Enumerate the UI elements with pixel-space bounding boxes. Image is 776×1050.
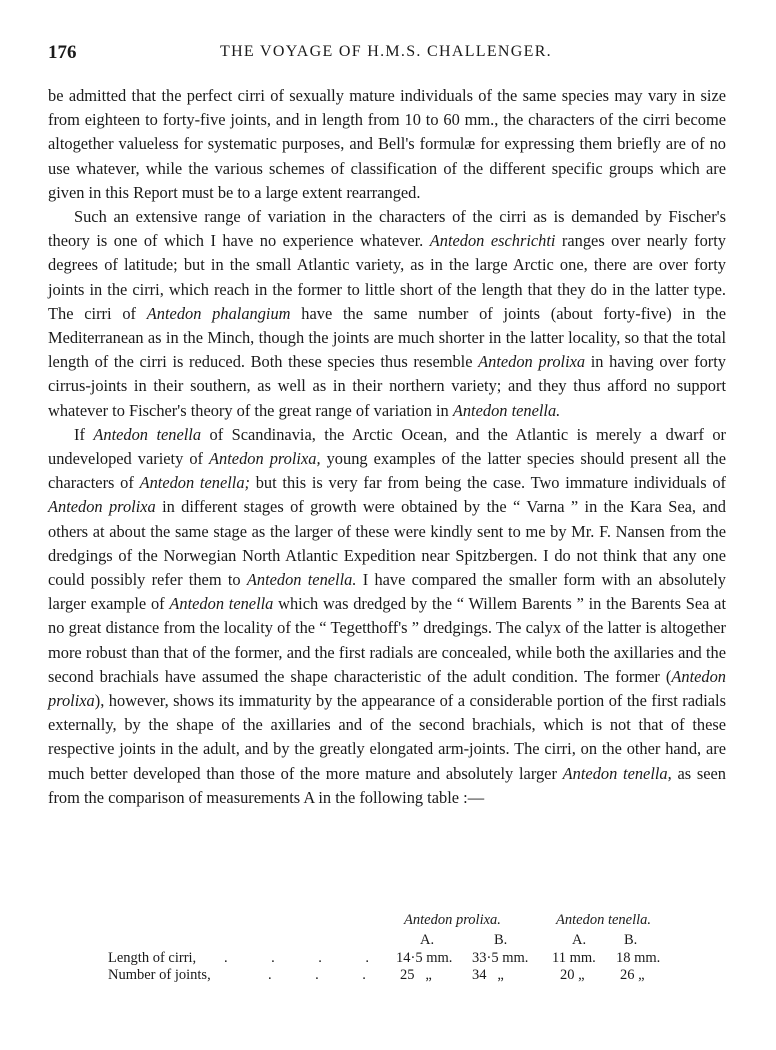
table-cell: 20 „ <box>560 967 585 983</box>
column-heading: B. <box>624 932 638 948</box>
text-run: If <box>74 424 94 444</box>
text-run: Such an extensive range of variation in the characters of the cirri as is demanded by Fischer's theory is one of which I have no experience whatever. <box>48 207 726 251</box>
table-cell: 11 mm. <box>552 950 596 966</box>
species-name: Antedon prolixa, <box>209 449 321 469</box>
text-run: young examples of the latter species should present all the characters of <box>48 449 727 493</box>
text-run: as seen from the comparison of measurements A in the following table :— <box>48 763 727 807</box>
text-run: but this is very far from being the case. Two immature individuals of <box>250 473 727 493</box>
row-label: Length of cirri, <box>108 950 197 966</box>
text-run: in different stages of growth were obtained by the “ Varna ” in the Kara Sea, and others at about the same stage as the larger of these were kindly sent to me by Mr. F. Nansen from the dredgings of the Norwegian North Atlantic Expedition near Spitzbergen. I do not think that any one could possibly refer them to <box>48 497 726 590</box>
table-cell: 33·5 mm. <box>472 950 529 966</box>
species-name: Antedon prolixa <box>48 666 726 711</box>
running-head: THE VOYAGE OF H.M.S. CHALLENGER. <box>220 43 552 60</box>
species-name: Antedon tenella. <box>452 400 561 420</box>
column-heading: B. <box>494 932 508 948</box>
species-name: Antedon tenella. <box>246 570 357 590</box>
text-run: ranges over nearly forty degrees of latitude; but in the small Atlantic variety, as in the large Arctic one, there are over forty joints in the cirri, which reach in the former to little short of the length that they do in the latter type. The cirri of <box>48 231 726 323</box>
leader-dots: . . . <box>268 967 366 983</box>
text-run: of Scandinavia, the Arctic Ocean, and the Atlantic is merely a dwarf or undeveloped variety of <box>48 424 727 469</box>
paragraph-3 <box>48 423 726 810</box>
species-name: Antedon phalangium <box>146 303 291 323</box>
table-cell: 25 „ <box>400 967 432 983</box>
species-name: Antedon eschrichti <box>429 231 556 251</box>
page-number: 176 <box>48 42 77 63</box>
group-heading-tenella: Antedon tenella. <box>556 912 652 928</box>
species-name: Antedon tenella; <box>139 473 250 493</box>
body-text <box>48 84 726 810</box>
species-name: Antedon prolixa <box>478 352 586 372</box>
text-run: have the same number of joints (about forty-five) in the Mediterranean as in the Minch, though the joints are much shorter in the latter locality, so that the total length of the cirri is reduced. Both these species thus resemble <box>48 303 726 372</box>
species-name: Antedon tenella <box>169 594 274 614</box>
species-name: Antedon tenella, <box>562 763 672 783</box>
row-label: Number of joints, <box>108 967 211 983</box>
table-cell: 34 „ <box>472 967 504 983</box>
measurements-table <box>108 912 708 992</box>
group-heading-prolixa: Antedon prolixa. <box>404 912 501 928</box>
paragraph-1 <box>48 84 726 205</box>
column-heading: A. <box>572 932 587 948</box>
column-heading: A. <box>420 932 435 948</box>
text-run: ), however, shows its immaturity by the appearance of a considerable portion of the first radials externally, by the shape of the axillaries and of the second brachials, which is not that of these respective joints in the adult, and by the greatly elongated arm-joints. The cirri, on the other hand, are much better developed than those of the more mature and absolutely larger <box>48 691 726 783</box>
species-name: Antedon prolixa <box>48 497 156 517</box>
text-run: in having over forty cirrus-joints in their southern, as well as in their northern variety; and they thus afford no support whatever to Fischer's theory of the great range of variation in <box>48 352 726 420</box>
table-cell: 18 mm. <box>616 950 661 966</box>
text-run: I have compared the smaller form with an absolutely larger example of <box>48 570 726 614</box>
page-header <box>48 42 724 66</box>
paragraph-2 <box>48 205 726 423</box>
text-run: which was dredged by the “ Willem Barents ” in the Barents Sea at no great distance from the locality of the “ Tegetthoff's ” dredgings. The calyx of the latter is altogether more robust than that of the former, and the first radials are concealed, while both the axillaries and the second brachials have assumed the shape characteristic of the adult condition. The former ( <box>48 594 726 686</box>
species-name: Antedon tenella <box>93 424 202 444</box>
table-cell: 26 „ <box>620 967 645 983</box>
table-cell: 14·5 mm. <box>396 950 453 966</box>
text-run: be admitted that the perfect cirri of sexually mature individuals of the same species may vary in size from eighteen to forty-five joints, and in length from 10 to 60 mm., the characters of the cirri become altogether valueless for systematic purposes, and Bell's formulæ for expressing them briefly are of no use whatever, while the various schemes of classification of the different specific groups which are given in this Report must be to a large extent rearranged. <box>48 86 726 202</box>
leader-dots: . . . . <box>224 950 369 966</box>
